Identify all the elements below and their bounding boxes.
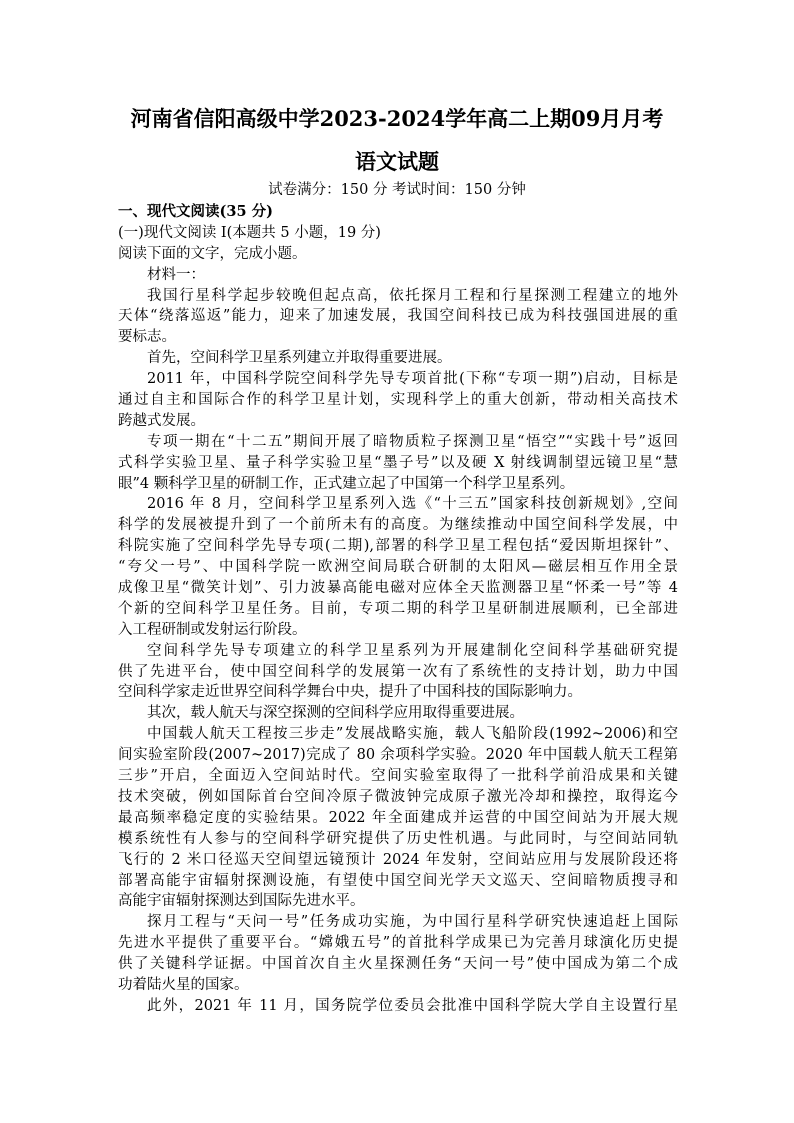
subsection-heading: (一)现代文阅读 I(本题共 5 小题，19 分) (118, 224, 381, 241)
document-subtitle: 语文试题 (355, 149, 439, 174)
body-line: 天体“绕落巡返”能力，迎来了加速发展，我国空间科技已成为科技强国进展的重 (118, 308, 678, 325)
instruction-text: 阅读下面的文字，完成小题。 (118, 245, 307, 262)
body-line: 要标志。 (118, 329, 176, 346)
body-line: 模系统性有人参与的空间科学研究提供了历史性机遇。与此同时，与空间站同轨 (118, 830, 678, 847)
body-line: 飞行的 2 米口径巡天空间望远镜预计 2024 年发射，空间站应用与发展阶段还将 (118, 851, 678, 868)
body-line: 空间科学先导专项建立的科学卫星系列为开展建制化空间科学基础研究提 (147, 642, 678, 659)
body-line: 中国载人航天工程按三步走”发展战略实施，载人飞船阶段(1992~2006)和空 (147, 726, 678, 743)
body-line: 间实验室阶段(2007~2017)完成了 80 余项科学实验。2020 年中国载人航天工程第 (118, 747, 678, 764)
body-line: 入工程研制或发射运行阶段。 (118, 621, 307, 638)
body-line: 首先，空间科学卫星系列建立并取得重要进展。 (147, 350, 452, 367)
material-label: 材料一： (147, 266, 205, 283)
body-line: 技术突破，例如国际首台空间冷原子微波钟完成原子激光冷却和操控，取得迄今 (118, 788, 678, 805)
body-line: 2011 年，中国科学院空间科学先导专项首批(下称“专项一期”)启动，目标是 (147, 371, 678, 388)
body-line: 供了关键科学证据。中国首次自主火星探测任务“天问一号”使中国成为第二个成 (118, 956, 678, 973)
body-line: 2016 年 8 月，空间科学卫星系列入选《“十三五”国家科技创新规划》,空间 (147, 496, 678, 513)
body-line: 供了先进平台，使中国空间科学的发展第一次有了系统性的支持计划，助力中国 (118, 663, 678, 680)
body-line: 个新的空间科学卫星任务。目前，专项二期的科学卫星研制进展顺利，已全部进 (118, 600, 678, 617)
body-line: “夸父一号”、中国科学院一欧洲空间局联合研制的太阳风—磁层相互作用全景 (118, 559, 678, 576)
body-line: 式科学实验卫星、量子科学实验卫星“墨子号”以及硬 X 射线调制望远镜卫星“慧 (118, 454, 678, 471)
exam-meta: 试卷满分：150 分 考试时间：150 分钟 (268, 182, 526, 198)
body-line: 其次，载人航天与深空探测的空间科学应用取得重要进展。 (147, 705, 524, 722)
document-title: 河南省信阳高级中学2023-2024学年高二上期09月月考 (130, 106, 664, 131)
body-line: 成像卫星“微笑计划”、引力波暴高能电磁对应体全天监测器卫星“怀柔一号”等 4 (118, 580, 678, 597)
body-line: 科院实施了空间科学先导专项(二期),部署的科学卫星工程包括“爱因斯坦探针”、 (118, 538, 678, 555)
body-line: 眼”4 颗科学卫星的研制工作，正式建立起了中国第一个科学卫星系列。 (118, 475, 575, 492)
body-line: 部署高能宇宙辐射探测设施，有望使中国空间光学天文巡天、空间暗物质搜寻和 (118, 872, 678, 889)
body-line: 我国行星科学起步较晚但起点高，依托探月工程和行星探测工程建立的地外 (147, 287, 678, 304)
body-line: 最高频率稳定度的实验结果。2022 年全面建成并运营的中国空间站为开展大规 (118, 809, 678, 826)
body-line: 此外，2021 年 11 月，国务院学位委员会批准中国科学院大学自主设置行星 (147, 997, 678, 1014)
body-line: 空间科学家走近世界空间科学舞台中央，提升了中国科技的国际影响力。 (118, 684, 582, 701)
document-body (118, 202, 678, 1017)
body-line: 三步”开启，全面迈入空间站时代。空间实验室取得了一批科学前沿成果和关键 (118, 768, 678, 785)
body-line: 功着陆火星的国家。 (118, 976, 249, 993)
body-line: 科学的发展被提升到了一个前所未有的高度。为继续推动中国空间科学发展，中 (118, 517, 678, 534)
body-line: 跨越式发展。 (118, 412, 205, 429)
body-line: 通过自主和国际合作的科学卫星计划，实现科学上的重大创新，带动相关高技术 (118, 392, 678, 409)
body-line: 先进水平提供了重要平台。“嫦娥五号”的首批科学成果已为完善月球演化历史提 (118, 935, 678, 952)
section-heading: 一、现代文阅读(35 分) (118, 203, 273, 220)
body-line: 探月工程与“天问一号”任务成功实施，为中国行星科学研究快速追赶上国际 (147, 914, 678, 931)
body-line: 高能宇宙辐射探测达到国际先进水平。 (118, 893, 365, 910)
body-line: 专项一期在“十二五”期间开展了暗物质粒子探测卫星“悟空”“实践十号”返回 (147, 433, 678, 450)
